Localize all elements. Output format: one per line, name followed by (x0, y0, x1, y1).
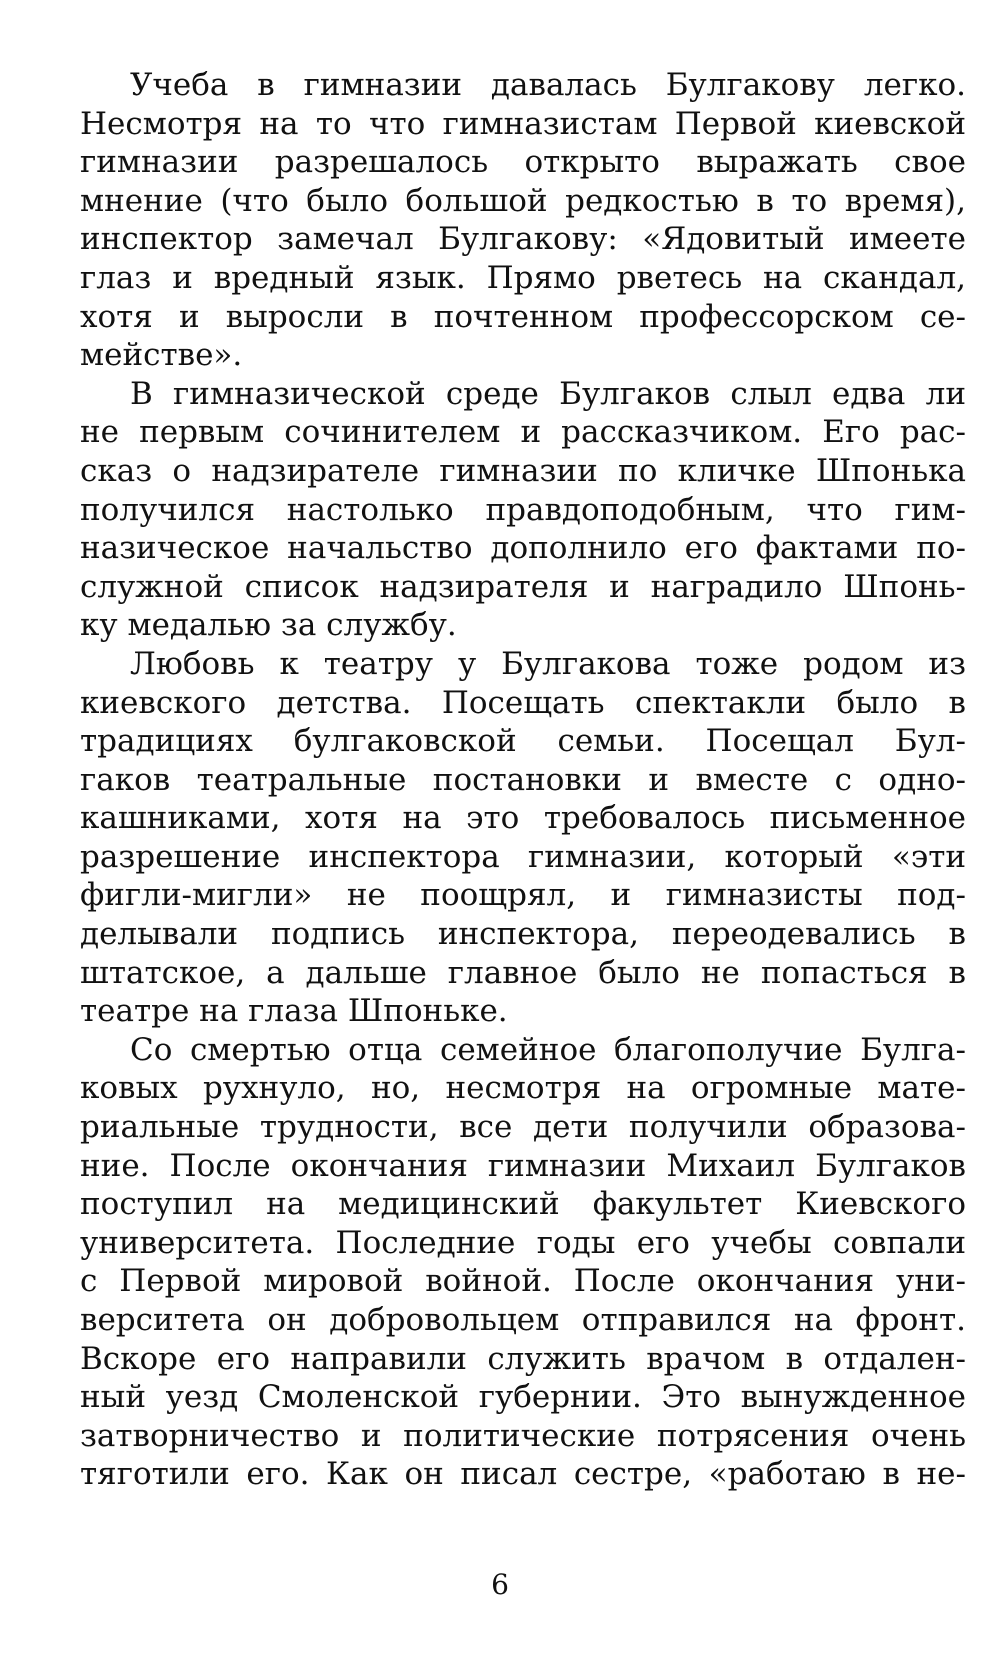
paragraph (80, 66, 966, 375)
text-line: поступил на медицинский факультет Киевского (80, 1186, 966, 1223)
text-line: затворничество и политические потрясения очень (80, 1417, 966, 1454)
paragraph (80, 1031, 966, 1494)
text-line: тяготили его. Как он писал сестре, «работаю в не- (80, 1456, 966, 1493)
text-line: служной список надзирателя и наградило Шпонь- (80, 568, 966, 605)
text-line: Учеба в гимназии давалась Булгакову легко. (130, 67, 966, 103)
paragraph (80, 375, 966, 645)
text-line: мнение (что было большой редкостью в то время), (80, 182, 966, 219)
text-line: глаз и вредный язык. Прямо рветесь на скандал, (80, 259, 966, 296)
text-line: ние. После окончания гимназии Михаил Булгаков (80, 1147, 966, 1184)
text-line: кашниками, хотя на это требовалось письменное (80, 800, 966, 837)
text-line: штатское, а дальше главное было не попасться в (80, 954, 966, 991)
text-line: В гимназической среде Булгаков слыл едва ли (130, 375, 966, 412)
text-line: с Первой мировой войной. После окончания уни- (80, 1263, 966, 1300)
body-text (80, 66, 966, 1494)
text-line: мействе». (80, 337, 243, 374)
text-line: Любовь к театру у Булгакова тоже родом из (130, 645, 966, 682)
text-line: ный уезд Смоленской губернии. Это вынужденное (80, 1379, 966, 1416)
paragraph (80, 645, 966, 1031)
text-line: назическое начальство дополнило его фактами по- (80, 530, 966, 567)
text-line: Вскоре его направили служить врачом в отдален- (80, 1340, 966, 1377)
text-line: разрешение инспектора гимназии, который «эти (80, 838, 966, 875)
text-line: ковых рухнуло, но, несмотря на огромные мате- (80, 1070, 966, 1107)
text-line: университета. Последние годы его учебы совпали (80, 1224, 966, 1261)
text-line: ку медалью за службу. (80, 607, 457, 644)
text-line: Со смертью отца семейное благополучие Булга- (130, 1031, 966, 1068)
text-line: хотя и выросли в почтенном профессорском се- (80, 298, 966, 335)
text-line: риальные трудности, все дети получили образова- (80, 1109, 966, 1146)
text-line: получился настолько правдоподобным, что гим- (80, 491, 966, 528)
text-line: гаков театральные постановки и вместе с одно- (80, 761, 966, 798)
text-line: не первым сочинителем и рассказчиком. Его рас- (80, 414, 966, 451)
text-line: традициях булгаковской семьи. Посещал Бул- (80, 723, 966, 760)
text-line: театре на глаза Шпоньке. (80, 993, 508, 1030)
text-line: Несмотря на то что гимназистам Первой киевской (80, 105, 966, 142)
text-line: верситета он добровольцем отправился на фронт. (80, 1302, 966, 1338)
text-line: гимназии разрешалось открыто выражать свое (80, 144, 966, 181)
text-line: фигли-мигли» не поощрял, и гимназисты под- (80, 877, 966, 914)
page-number: 6 (491, 1568, 509, 1601)
text-line: инспектор замечал Булгакову: «Ядовитый имеете (80, 221, 966, 258)
text-line: сказ о надзирателе гимназии по кличке Шпонька (80, 452, 966, 489)
text-line: делывали подпись инспектора, переодевались в (80, 916, 966, 953)
text-line: киевского детства. Посещать спектакли было в (80, 684, 966, 721)
